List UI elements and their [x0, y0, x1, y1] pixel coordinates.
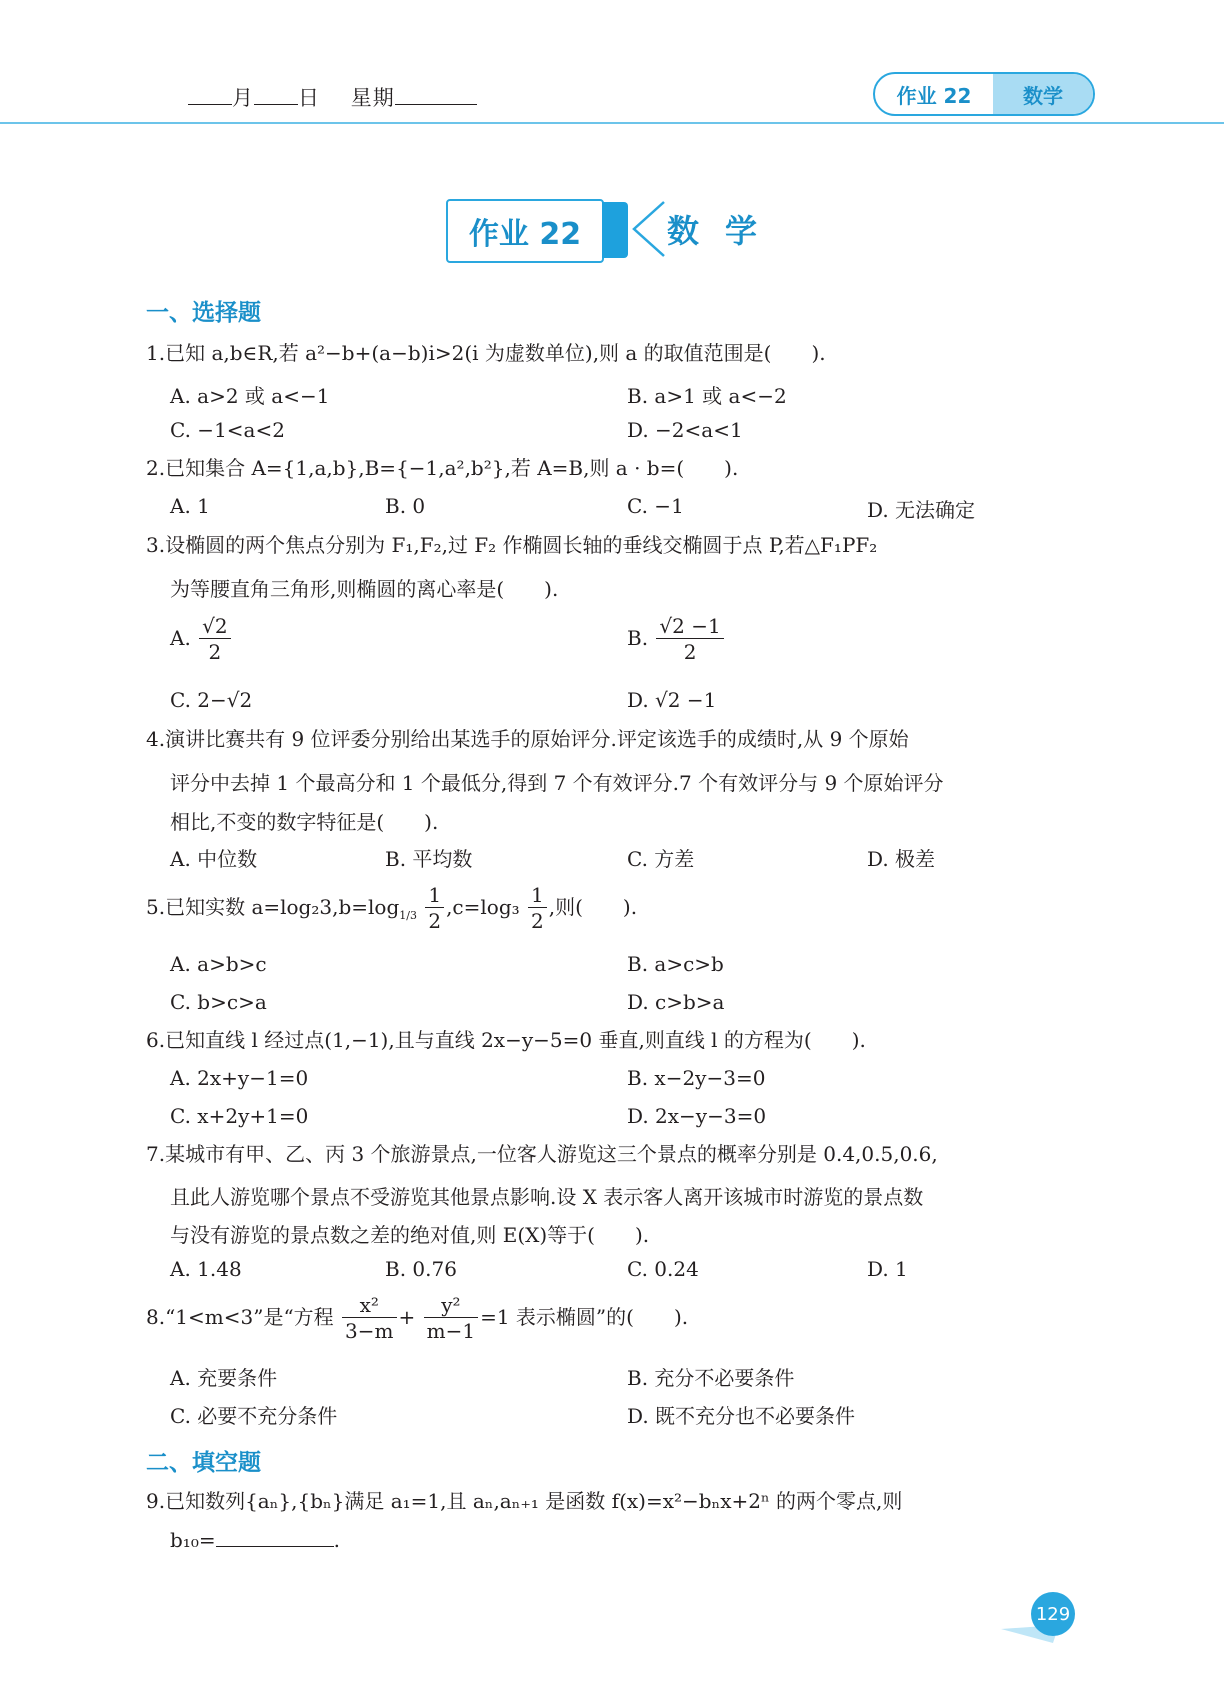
q4-option-a[interactable]: A. 中位数: [170, 847, 258, 871]
header-divider: [0, 122, 1224, 124]
q9-stem-line2: [170, 1528, 340, 1552]
q3-option-b-denominator: 2: [683, 640, 697, 664]
q5-stem-post: ,则( ).: [548, 895, 638, 919]
q7-stem-line1: 7.某城市有甲、乙、丙 3 个旅游景点,一位客人游览这三个景点的概率分别是 0.4,0.5,0.6,: [146, 1142, 938, 1166]
q3-option-a-denominator: 2: [208, 640, 222, 664]
q8-fraction-1: [342, 1293, 396, 1344]
q5-log-base: 1/3: [399, 909, 417, 922]
q5-fraction-1-denominator: 2: [428, 909, 442, 933]
page-number: 129: [1031, 1592, 1075, 1636]
q9-answer-blank[interactable]: [216, 1528, 334, 1547]
page-title: 作业 22: [446, 199, 604, 263]
q8-plus: +: [398, 1305, 416, 1329]
q3-option-b-fraction: [656, 614, 723, 665]
q2-option-c[interactable]: C. −1: [627, 494, 684, 518]
q5-option-c[interactable]: C. b>c>a: [170, 990, 267, 1014]
q8-option-c[interactable]: C. 必要不充分条件: [170, 1404, 338, 1428]
q4-stem-line2: 评分中去掉 1 个最高分和 1 个最低分,得到 7 个有效评分.7 个有效评分与 9 个原始评分: [170, 771, 944, 795]
q8-stem-post: =1 表示椭圆”的( ).: [480, 1305, 689, 1329]
q9-stem-line2-post: .: [333, 1528, 340, 1552]
section-fill-heading: 二、填空题: [146, 1450, 261, 1476]
q5-fraction-2: [528, 883, 547, 934]
q1-option-d[interactable]: D. −2<a<1: [627, 418, 743, 442]
q5-option-b[interactable]: B. a>c>b: [627, 952, 724, 976]
page-subject: 数学: [667, 212, 784, 250]
q6-option-b[interactable]: B. x−2y−3=0: [627, 1066, 766, 1090]
q5-option-a[interactable]: A. a>b>c: [170, 952, 267, 976]
q2-option-d[interactable]: D. 无法确定: [867, 498, 976, 522]
q4-option-b[interactable]: B. 平均数: [385, 847, 473, 871]
q6-option-d[interactable]: D. 2x−y−3=0: [627, 1104, 767, 1128]
q8-option-d[interactable]: D. 既不充分也不必要条件: [627, 1404, 856, 1428]
q3-option-b-numerator: √2 −1: [656, 614, 723, 639]
q3-option-a-label: A.: [170, 626, 191, 650]
q7-option-d[interactable]: D. 1: [867, 1257, 908, 1281]
q7-stem-line2: 且此人游览哪个景点不受游览其他景点影响.设 X 表示客人离开该城市时游览的景点数: [170, 1185, 924, 1209]
q9-stem-line2-pre: b₁₀=: [170, 1528, 216, 1552]
weekday-label: 星期: [350, 86, 395, 110]
title-accent-bar: [602, 202, 628, 258]
weekday-blank[interactable]: [395, 86, 477, 105]
q5-stem: [146, 883, 637, 934]
q5-fraction-1: [425, 883, 444, 934]
q8-option-a[interactable]: A. 充要条件: [170, 1366, 278, 1390]
q1-stem: 1.已知 a,b∈R,若 a²−b+(a−b)i>2(i 为虚数单位),则 a 的取值范围是( ).: [146, 341, 826, 365]
q2-option-a[interactable]: A. 1: [170, 494, 210, 518]
q7-option-a[interactable]: A. 1.48: [170, 1257, 242, 1281]
q1-option-b[interactable]: B. a>1 或 a<−2: [627, 384, 787, 408]
q9-stem-line1: 9.已知数列{aₙ},{bₙ}满足 a₁=1,且 aₙ,aₙ₊₁ 是函数 f(x)=x²−bₙx+2ⁿ 的两个零点,则: [146, 1489, 903, 1513]
q3-option-a[interactable]: [170, 614, 233, 665]
q3-option-d[interactable]: D. √2 −1: [627, 688, 717, 712]
header-tab: [873, 72, 1095, 116]
header-tab-label: 作业 22: [896, 83, 972, 108]
month-label: 月: [232, 86, 254, 110]
q2-stem: 2.已知集合 A={1,a,b},B={−1,a²,b²},若 A=B,则 a · b=( ).: [146, 456, 739, 480]
q5-fraction-2-denominator: 2: [531, 909, 544, 933]
day-label: 日: [298, 86, 320, 110]
q3-stem-line1: 3.设椭圆的两个焦点分别为 F₁,F₂,过 F₂ 作椭圆长轴的垂线交椭圆于点 P,若△F₁PF₂: [146, 533, 878, 557]
day-blank[interactable]: [254, 86, 298, 105]
q6-option-a[interactable]: A. 2x+y−1=0: [170, 1066, 309, 1090]
title-chevron-icon: [628, 196, 668, 266]
q5-stem-pre: 5.已知实数 a=log₂3,b=log: [146, 895, 400, 919]
q4-option-c[interactable]: C. 方差: [627, 847, 695, 871]
q8-stem: [146, 1293, 688, 1344]
q5-fraction-2-numerator: 1: [528, 883, 547, 908]
q3-option-b-label: B.: [627, 626, 649, 650]
q8-fraction-2-denominator: m−1: [426, 1319, 476, 1343]
month-blank[interactable]: [188, 86, 232, 105]
q3-option-a-numerator: √2: [199, 614, 230, 639]
q5-fraction-1-numerator: 1: [425, 883, 444, 908]
q5-option-d[interactable]: D. c>b>a: [627, 990, 725, 1014]
date-line: [188, 82, 477, 112]
q8-fraction-1-denominator: 3−m: [345, 1319, 394, 1343]
q3-stem-line2: 为等腰直角三角形,则椭圆的离心率是( ).: [170, 577, 559, 601]
q8-fraction-1-numerator: x²: [342, 1293, 396, 1318]
q8-option-b[interactable]: B. 充分不必要条件: [627, 1366, 795, 1390]
q8-fraction-2: [424, 1293, 478, 1344]
q4-stem-line1: 4.演讲比赛共有 9 位评委分别给出某选手的原始评分.评定该选手的成绩时,从 9 个原始: [146, 727, 909, 751]
q3-option-a-fraction: [199, 614, 230, 665]
q2-option-b[interactable]: B. 0: [385, 494, 426, 518]
q5-stem-mid: ,c=log₃: [446, 895, 520, 919]
q4-option-d[interactable]: D. 极差: [867, 847, 936, 871]
q8-fraction-2-numerator: y²: [424, 1293, 478, 1318]
q4-stem-line3: 相比,不变的数字特征是( ).: [170, 810, 439, 834]
section-choice-heading: 一、选择题: [146, 300, 261, 326]
q6-option-c[interactable]: C. x+2y+1=0: [170, 1104, 309, 1128]
q3-option-c[interactable]: C. 2−√2: [170, 688, 253, 712]
q7-stem-line3: 与没有游览的景点数之差的绝对值,则 E(X)等于( ).: [170, 1223, 650, 1247]
q3-option-b[interactable]: [627, 614, 726, 665]
q6-stem: 6.已知直线 l 经过点(1,−1),且与直线 2x−y−5=0 垂直,则直线 l 的方程为( ).: [146, 1028, 866, 1052]
q1-option-c[interactable]: C. −1<a<2: [170, 418, 285, 442]
header-tab-subject: 数学: [993, 74, 1093, 114]
q7-option-c[interactable]: C. 0.24: [627, 1257, 699, 1281]
q1-option-a[interactable]: A. a>2 或 a<−1: [170, 384, 330, 408]
q8-stem-pre: 8.“1<m<3”是“方程: [146, 1305, 334, 1329]
q7-option-b[interactable]: B. 0.76: [385, 1257, 457, 1281]
